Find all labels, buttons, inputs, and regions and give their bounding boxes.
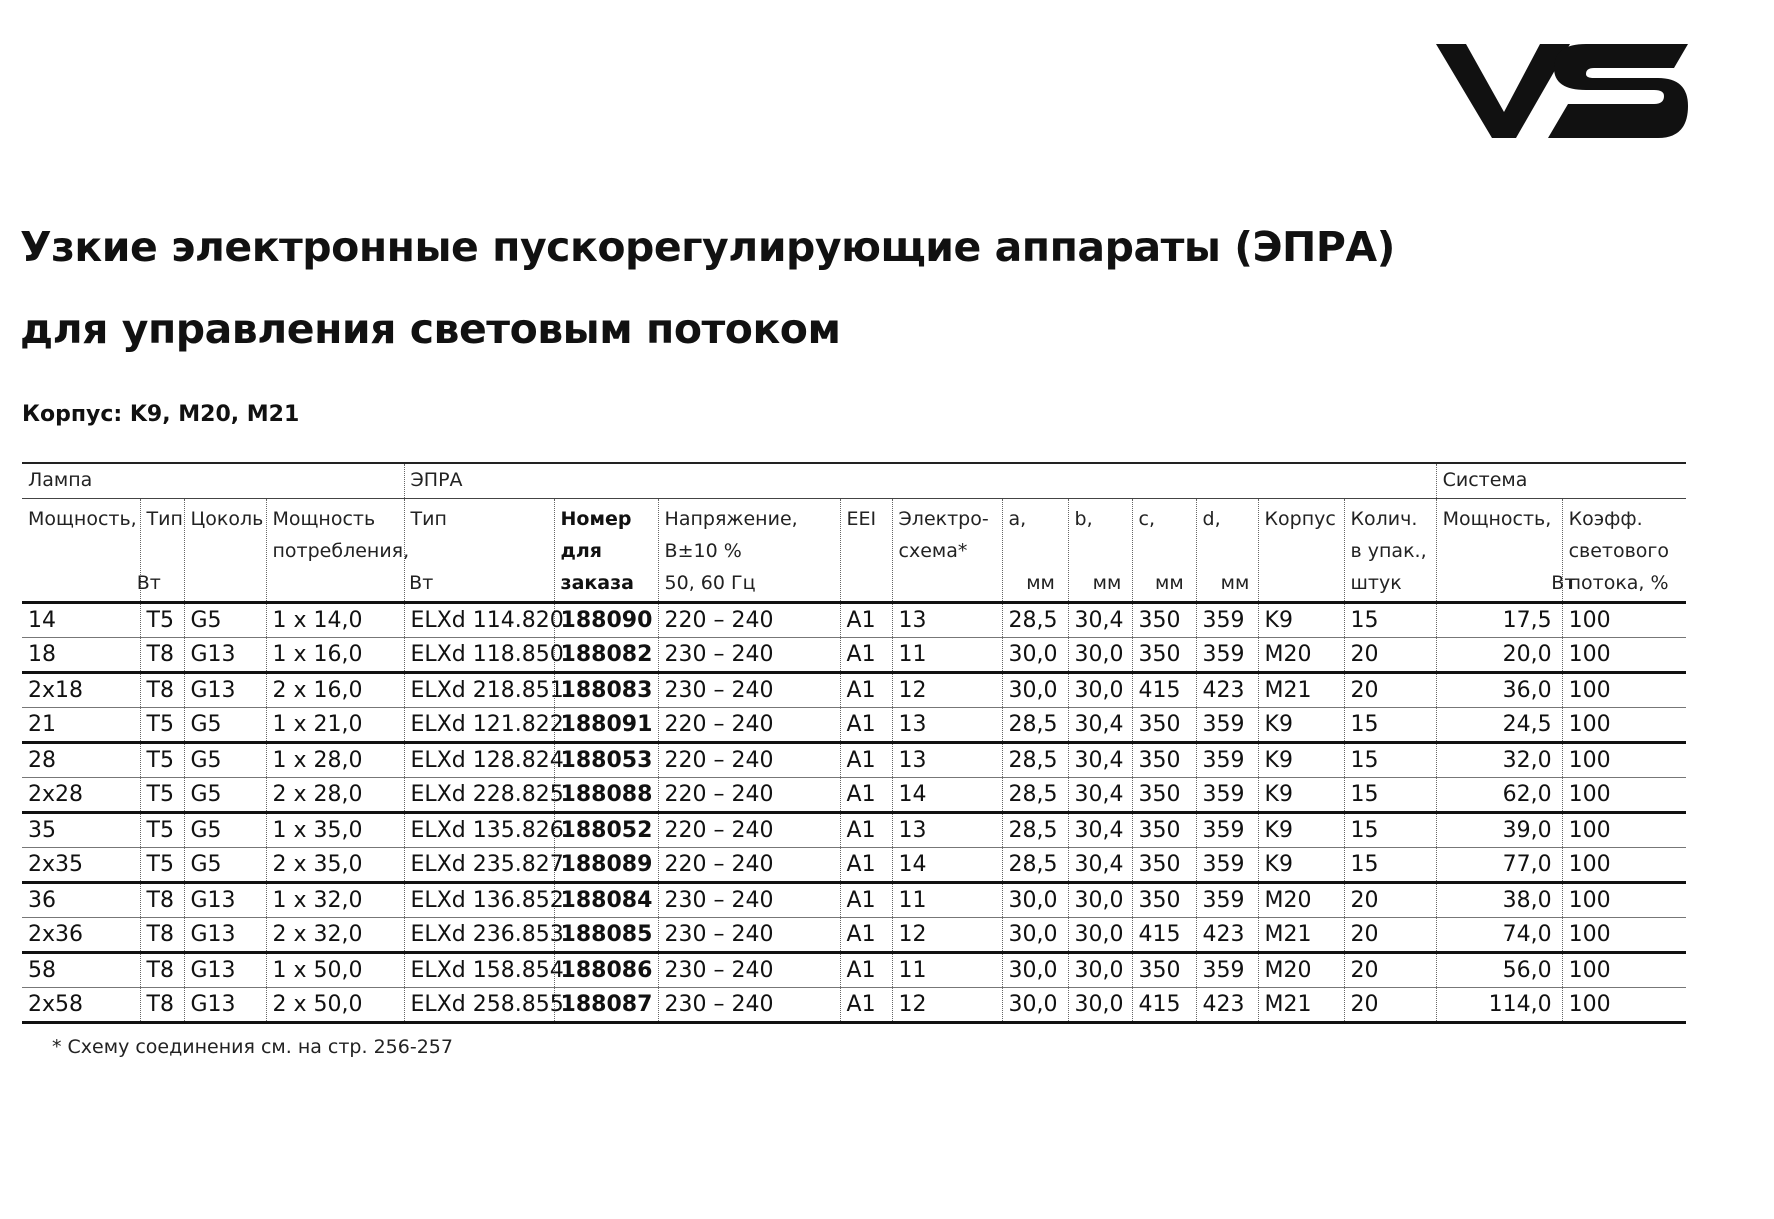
cell-dim-b: 30,0	[1068, 953, 1132, 988]
cell-socket: G13	[184, 673, 266, 708]
cell-scheme: 14	[892, 778, 1002, 813]
cell-consumption: 2 x 35,0	[266, 848, 404, 883]
cell-dim-c: 350	[1132, 953, 1196, 988]
table-row	[22, 743, 1686, 778]
cell-order-number: 188088	[554, 778, 658, 813]
cell-eei: A1	[840, 743, 892, 778]
col-system-power: Мощность, Вт	[1436, 499, 1562, 603]
cell-quantity: 20	[1344, 673, 1436, 708]
cell-socket: G13	[184, 988, 266, 1023]
cell-order-number: 188085	[554, 918, 658, 953]
cell-lamp-type: T8	[140, 918, 184, 953]
cell-lamp-type: T5	[140, 743, 184, 778]
cell-system-power: 36,0	[1436, 673, 1562, 708]
cell-dim-d: 359	[1196, 743, 1258, 778]
cell-consumption: 1 x 35,0	[266, 813, 404, 848]
cell-consumption: 2 x 32,0	[266, 918, 404, 953]
table-row	[22, 918, 1686, 953]
cell-lamp-type: T8	[140, 638, 184, 673]
col-lamp-type: Тип	[140, 499, 184, 603]
cell-system-power: 39,0	[1436, 813, 1562, 848]
cell-consumption: 1 x 16,0	[266, 638, 404, 673]
table-row	[22, 883, 1686, 918]
cell-scheme: 12	[892, 918, 1002, 953]
cell-quantity: 20	[1344, 953, 1436, 988]
cell-voltage: 230 – 240	[658, 883, 840, 918]
cell-dim-b: 30,4	[1068, 603, 1132, 638]
cell-lamp-type: T8	[140, 883, 184, 918]
cell-scheme: 12	[892, 988, 1002, 1023]
cell-system-power: 24,5	[1436, 708, 1562, 743]
cell-dim-b: 30,4	[1068, 743, 1132, 778]
cell-flux-factor: 100	[1562, 638, 1686, 673]
cell-socket: G13	[184, 883, 266, 918]
table-column-header-row	[22, 499, 1686, 603]
cell-dim-a: 30,0	[1002, 918, 1068, 953]
cell-order-number: 188052	[554, 813, 658, 848]
cell-quantity: 15	[1344, 743, 1436, 778]
cell-dim-d: 359	[1196, 953, 1258, 988]
table-row	[22, 953, 1686, 988]
cell-housing: M20	[1258, 953, 1344, 988]
table-row	[22, 848, 1686, 883]
cell-eei: A1	[840, 778, 892, 813]
cell-dim-c: 415	[1132, 988, 1196, 1023]
cell-ballast-type: ELXd 158.854	[404, 953, 554, 988]
cell-quantity: 20	[1344, 883, 1436, 918]
cell-eei: A1	[840, 708, 892, 743]
cell-eei: A1	[840, 953, 892, 988]
cell-quantity: 15	[1344, 603, 1436, 638]
table-row	[22, 638, 1686, 673]
cell-dim-a: 28,5	[1002, 813, 1068, 848]
col-dim-a: a, мм	[1002, 499, 1068, 603]
cell-lamp-power: 35	[22, 813, 140, 848]
col-eei: EEI	[840, 499, 892, 603]
cell-flux-factor: 100	[1562, 673, 1686, 708]
cell-socket: G5	[184, 743, 266, 778]
cell-ballast-type: ELXd 218.851	[404, 673, 554, 708]
cell-voltage: 220 – 240	[658, 708, 840, 743]
cell-system-power: 38,0	[1436, 883, 1562, 918]
table-row	[22, 708, 1686, 743]
cell-lamp-power: 2x58	[22, 988, 140, 1023]
cell-ballast-type: ELXd 228.825	[404, 778, 554, 813]
cell-system-power: 20,0	[1436, 638, 1562, 673]
cell-order-number: 188082	[554, 638, 658, 673]
cell-ballast-type: ELXd 258.855	[404, 988, 554, 1023]
cell-ballast-type: ELXd 114.820	[404, 603, 554, 638]
cell-dim-c: 350	[1132, 813, 1196, 848]
cell-socket: G5	[184, 848, 266, 883]
cell-consumption: 1 x 21,0	[266, 708, 404, 743]
cell-order-number: 188087	[554, 988, 658, 1023]
cell-lamp-type: T5	[140, 848, 184, 883]
cell-flux-factor: 100	[1562, 743, 1686, 778]
cell-socket: G5	[184, 708, 266, 743]
cell-housing: M21	[1258, 918, 1344, 953]
cell-socket: G5	[184, 603, 266, 638]
cell-dim-d: 423	[1196, 918, 1258, 953]
cell-lamp-type: T5	[140, 778, 184, 813]
cell-scheme: 14	[892, 848, 1002, 883]
cell-housing: K9	[1258, 708, 1344, 743]
cell-lamp-power: 2x28	[22, 778, 140, 813]
cell-dim-b: 30,0	[1068, 883, 1132, 918]
cell-dim-b: 30,0	[1068, 673, 1132, 708]
cell-flux-factor: 100	[1562, 918, 1686, 953]
cell-consumption: 1 x 28,0	[266, 743, 404, 778]
cell-scheme: 13	[892, 813, 1002, 848]
cell-dim-d: 359	[1196, 638, 1258, 673]
cell-dim-c: 415	[1132, 918, 1196, 953]
col-lamp-power: Мощность, Вт	[22, 499, 140, 603]
cell-dim-a: 30,0	[1002, 953, 1068, 988]
cell-dim-a: 30,0	[1002, 988, 1068, 1023]
table-row	[22, 813, 1686, 848]
cell-flux-factor: 100	[1562, 778, 1686, 813]
cell-dim-c: 350	[1132, 848, 1196, 883]
col-housing: Корпус	[1258, 499, 1344, 603]
cell-housing: M21	[1258, 988, 1344, 1023]
cell-quantity: 15	[1344, 708, 1436, 743]
group-lamp: Лампа	[22, 463, 404, 499]
cell-ballast-type: ELXd 135.826	[404, 813, 554, 848]
cell-socket: G5	[184, 813, 266, 848]
cell-dim-a: 28,5	[1002, 708, 1068, 743]
cell-system-power: 32,0	[1436, 743, 1562, 778]
col-quantity: Колич. в упак., штук	[1344, 499, 1436, 603]
cell-dim-d: 423	[1196, 988, 1258, 1023]
cell-consumption: 1 x 50,0	[266, 953, 404, 988]
cell-socket: G13	[184, 918, 266, 953]
col-ballast-type: Тип	[404, 499, 554, 603]
cell-ballast-type: ELXd 236.853	[404, 918, 554, 953]
cell-lamp-type: T8	[140, 953, 184, 988]
cell-lamp-power: 28	[22, 743, 140, 778]
ballast-table	[22, 462, 1686, 1024]
cell-housing: K9	[1258, 778, 1344, 813]
col-dim-d: d, мм	[1196, 499, 1258, 603]
cell-ballast-type: ELXd 136.852	[404, 883, 554, 918]
cell-dim-d: 359	[1196, 848, 1258, 883]
table-body	[22, 603, 1686, 1023]
cell-socket: G5	[184, 778, 266, 813]
cell-lamp-power: 21	[22, 708, 140, 743]
cell-dim-b: 30,4	[1068, 813, 1132, 848]
cell-system-power: 56,0	[1436, 953, 1562, 988]
group-ballast: ЭПРА	[404, 463, 1436, 499]
cell-dim-a: 30,0	[1002, 673, 1068, 708]
col-scheme: Электро- схема*	[892, 499, 1002, 603]
cell-dim-a: 28,5	[1002, 848, 1068, 883]
cell-consumption: 2 x 16,0	[266, 673, 404, 708]
cell-dim-d: 359	[1196, 883, 1258, 918]
cell-lamp-type: T5	[140, 603, 184, 638]
cell-voltage: 230 – 240	[658, 918, 840, 953]
col-dim-b: b, мм	[1068, 499, 1132, 603]
cell-lamp-power: 36	[22, 883, 140, 918]
cell-dim-c: 350	[1132, 638, 1196, 673]
col-flux-factor: Коэфф. светового потока, %	[1562, 499, 1686, 603]
cell-voltage: 230 – 240	[658, 638, 840, 673]
cell-ballast-type: ELXd 121.822	[404, 708, 554, 743]
vs-logo	[1436, 38, 1688, 142]
cell-scheme: 11	[892, 883, 1002, 918]
cell-dim-b: 30,4	[1068, 708, 1132, 743]
cell-quantity: 20	[1344, 638, 1436, 673]
cell-housing: M20	[1258, 883, 1344, 918]
col-order-number: Номер для заказа	[554, 499, 658, 603]
cell-eei: A1	[840, 848, 892, 883]
cell-system-power: 17,5	[1436, 603, 1562, 638]
cell-scheme: 11	[892, 638, 1002, 673]
cell-eei: A1	[840, 603, 892, 638]
cell-dim-a: 30,0	[1002, 883, 1068, 918]
cell-scheme: 13	[892, 743, 1002, 778]
cell-quantity: 15	[1344, 848, 1436, 883]
cell-order-number: 188086	[554, 953, 658, 988]
cell-order-number: 188083	[554, 673, 658, 708]
cell-system-power: 77,0	[1436, 848, 1562, 883]
cell-dim-c: 350	[1132, 883, 1196, 918]
cell-dim-c: 350	[1132, 603, 1196, 638]
cell-eei: A1	[840, 918, 892, 953]
cell-scheme: 13	[892, 603, 1002, 638]
cell-eei: A1	[840, 813, 892, 848]
footnote: * Схему соединения см. на стр. 256-257	[52, 1036, 453, 1058]
cell-housing: K9	[1258, 603, 1344, 638]
cell-lamp-power: 2x36	[22, 918, 140, 953]
cell-order-number: 188089	[554, 848, 658, 883]
cell-voltage: 230 – 240	[658, 673, 840, 708]
cell-dim-c: 350	[1132, 778, 1196, 813]
cell-dim-d: 359	[1196, 603, 1258, 638]
cell-lamp-power: 18	[22, 638, 140, 673]
table-row	[22, 988, 1686, 1023]
cell-order-number: 188053	[554, 743, 658, 778]
cell-order-number: 188090	[554, 603, 658, 638]
cell-eei: A1	[840, 988, 892, 1023]
cell-eei: A1	[840, 673, 892, 708]
cell-housing: K9	[1258, 743, 1344, 778]
cell-voltage: 220 – 240	[658, 813, 840, 848]
cell-dim-d: 423	[1196, 673, 1258, 708]
cell-dim-b: 30,4	[1068, 848, 1132, 883]
cell-eei: A1	[840, 638, 892, 673]
title-line-1: Узкие электронные пускорегулирующие аппараты (ЭПРА)	[20, 223, 1395, 271]
col-socket: Цоколь	[184, 499, 266, 603]
cell-dim-d: 359	[1196, 813, 1258, 848]
cell-lamp-type: T5	[140, 708, 184, 743]
cell-quantity: 20	[1344, 988, 1436, 1023]
cell-scheme: 11	[892, 953, 1002, 988]
cell-consumption: 2 x 50,0	[266, 988, 404, 1023]
group-system: Система	[1436, 463, 1686, 499]
cell-ballast-type: ELXd 128.824	[404, 743, 554, 778]
cell-dim-c: 350	[1132, 708, 1196, 743]
cell-flux-factor: 100	[1562, 988, 1686, 1023]
cell-quantity: 15	[1344, 778, 1436, 813]
cell-voltage: 230 – 240	[658, 988, 840, 1023]
cell-dim-c: 415	[1132, 673, 1196, 708]
cell-dim-d: 359	[1196, 708, 1258, 743]
cell-housing: M21	[1258, 673, 1344, 708]
cell-system-power: 114,0	[1436, 988, 1562, 1023]
cell-socket: G13	[184, 638, 266, 673]
cell-flux-factor: 100	[1562, 813, 1686, 848]
cell-housing: K9	[1258, 848, 1344, 883]
cell-lamp-power: 58	[22, 953, 140, 988]
cell-consumption: 2 x 28,0	[266, 778, 404, 813]
cell-dim-c: 350	[1132, 743, 1196, 778]
cell-voltage: 220 – 240	[658, 848, 840, 883]
cell-housing: M20	[1258, 638, 1344, 673]
table-row	[22, 778, 1686, 813]
cell-dim-a: 28,5	[1002, 743, 1068, 778]
ballast-table-container	[22, 462, 1686, 1024]
housing-subtitle: Корпус: K9, M20, M21	[22, 402, 300, 427]
table-row	[22, 673, 1686, 708]
cell-lamp-type: T8	[140, 673, 184, 708]
cell-eei: A1	[840, 883, 892, 918]
cell-ballast-type: ELXd 118.850	[404, 638, 554, 673]
cell-lamp-type: T5	[140, 813, 184, 848]
cell-voltage: 220 – 240	[658, 603, 840, 638]
col-voltage: Напряжение, В±10 % 50, 60 Гц	[658, 499, 840, 603]
cell-quantity: 15	[1344, 813, 1436, 848]
cell-lamp-power: 2x18	[22, 673, 140, 708]
cell-flux-factor: 100	[1562, 883, 1686, 918]
cell-socket: G13	[184, 953, 266, 988]
table-group-header-row	[22, 463, 1686, 499]
cell-flux-factor: 100	[1562, 603, 1686, 638]
cell-quantity: 20	[1344, 918, 1436, 953]
cell-voltage: 220 – 240	[658, 778, 840, 813]
cell-dim-b: 30,0	[1068, 638, 1132, 673]
col-consumption: Мощность потребления, Вт	[266, 499, 404, 603]
cell-dim-b: 30,0	[1068, 918, 1132, 953]
table-row	[22, 603, 1686, 638]
cell-consumption: 1 x 14,0	[266, 603, 404, 638]
cell-scheme: 13	[892, 708, 1002, 743]
cell-order-number: 188084	[554, 883, 658, 918]
cell-order-number: 188091	[554, 708, 658, 743]
cell-dim-d: 359	[1196, 778, 1258, 813]
cell-dim-a: 30,0	[1002, 638, 1068, 673]
cell-system-power: 74,0	[1436, 918, 1562, 953]
cell-lamp-type: T8	[140, 988, 184, 1023]
cell-flux-factor: 100	[1562, 708, 1686, 743]
cell-voltage: 230 – 240	[658, 953, 840, 988]
cell-housing: K9	[1258, 813, 1344, 848]
cell-lamp-power: 2x35	[22, 848, 140, 883]
cell-flux-factor: 100	[1562, 953, 1686, 988]
col-dim-c: c, мм	[1132, 499, 1196, 603]
cell-consumption: 1 x 32,0	[266, 883, 404, 918]
title-line-2: для управления световым потоком	[20, 305, 841, 353]
cell-dim-b: 30,0	[1068, 988, 1132, 1023]
cell-lamp-power: 14	[22, 603, 140, 638]
cell-dim-a: 28,5	[1002, 603, 1068, 638]
cell-system-power: 62,0	[1436, 778, 1562, 813]
cell-scheme: 12	[892, 673, 1002, 708]
cell-voltage: 220 – 240	[658, 743, 840, 778]
cell-dim-b: 30,4	[1068, 778, 1132, 813]
cell-dim-a: 28,5	[1002, 778, 1068, 813]
cell-ballast-type: ELXd 235.827	[404, 848, 554, 883]
cell-flux-factor: 100	[1562, 848, 1686, 883]
page-title	[20, 206, 1395, 370]
